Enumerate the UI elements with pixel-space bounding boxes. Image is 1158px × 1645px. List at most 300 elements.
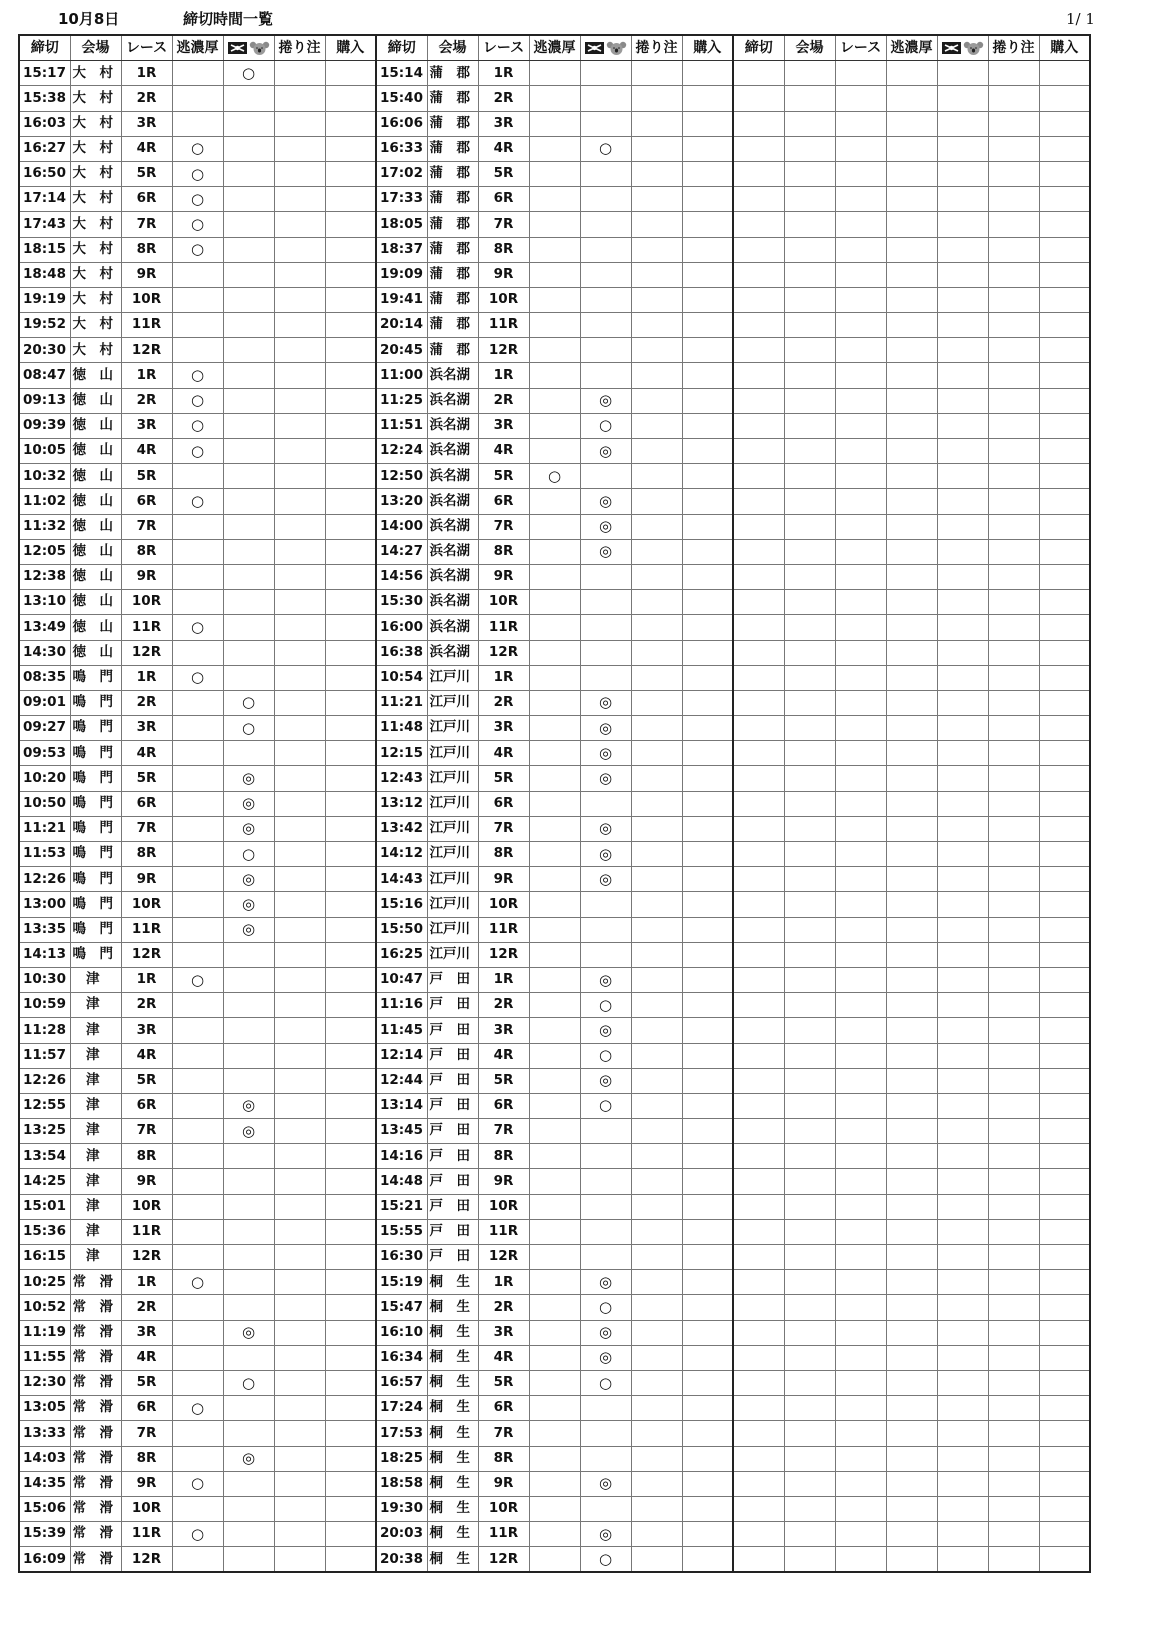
deadline-cell [733,1119,784,1144]
nige-cell [529,942,580,967]
purchase-cell[interactable] [682,187,733,212]
purchase-cell[interactable] [325,388,376,413]
purchase-cell[interactable] [1039,363,1090,388]
nige-cell [529,413,580,438]
purchase-cell[interactable] [325,187,376,212]
purchase-cell[interactable] [1039,615,1090,640]
race-cell: 4R [121,439,172,464]
purchase-cell[interactable] [682,363,733,388]
nige-cell [529,1421,580,1446]
purchase-cell[interactable] [1039,1295,1090,1320]
deadline-cell [733,967,784,992]
purchase-cell[interactable] [1039,539,1090,564]
purchase-cell[interactable] [1039,716,1090,741]
purchase-cell[interactable] [1039,61,1090,86]
purchase-cell[interactable] [325,212,376,237]
purchase-cell[interactable] [682,741,733,766]
race-cell: 11R [121,615,172,640]
purchase-cell[interactable] [325,665,376,690]
purchase-cell[interactable] [325,892,376,917]
purchase-cell[interactable] [682,917,733,942]
purchase-cell[interactable] [1039,1496,1090,1521]
koala-cell: ◎ [580,816,631,841]
purchase-cell[interactable] [325,690,376,715]
venue-cell: 蒲 郡 [427,287,478,312]
purchase-cell[interactable] [682,1144,733,1169]
purchase-cell[interactable] [1039,262,1090,287]
venue-cell: 津 [70,1194,121,1219]
race-cell: 7R [478,212,529,237]
purchase-cell[interactable] [325,313,376,338]
purchase-cell[interactable] [682,892,733,917]
koala-cell [580,665,631,690]
purchase-cell[interactable] [1039,86,1090,111]
purchase-cell[interactable] [1039,212,1090,237]
nige-cell [529,993,580,1018]
purchase-cell[interactable] [682,111,733,136]
purchase-cell[interactable] [682,1270,733,1295]
purchase-cell[interactable] [682,464,733,489]
purchase-cell[interactable] [325,136,376,161]
venue-cell: 鳴 門 [70,791,121,816]
purchase-cell[interactable] [682,564,733,589]
purchase-cell[interactable] [682,539,733,564]
purchase-cell[interactable] [325,615,376,640]
makuri-cell [274,1496,325,1521]
purchase-cell[interactable] [1039,1119,1090,1144]
deadline-cell [733,161,784,186]
purchase-cell[interactable] [325,1270,376,1295]
makuri-cell [274,716,325,741]
purchase-cell[interactable] [325,1471,376,1496]
col-header-nige: 逃濃厚 [529,35,580,61]
purchase-cell[interactable] [1039,111,1090,136]
venue-cell: 蒲 郡 [427,61,478,86]
purchase-cell[interactable] [325,1320,376,1345]
table-row [19,716,1090,741]
deadline-cell [733,1496,784,1521]
race-cell: 9R [121,262,172,287]
purchase-cell[interactable] [325,842,376,867]
purchase-cell[interactable] [682,967,733,992]
purchase-cell[interactable] [1039,1370,1090,1395]
purchase-cell[interactable] [682,262,733,287]
purchase-cell[interactable] [325,1345,376,1370]
race-cell: 4R [121,136,172,161]
nige-cell [529,1194,580,1219]
purchase-cell[interactable] [325,61,376,86]
purchase-cell[interactable] [325,514,376,539]
venue-cell: 常 滑 [70,1295,121,1320]
purchase-cell[interactable] [682,212,733,237]
purchase-cell[interactable] [1039,313,1090,338]
purchase-cell[interactable] [1039,187,1090,212]
purchase-cell[interactable] [1039,439,1090,464]
purchase-cell[interactable] [682,942,733,967]
race-cell [835,136,886,161]
koala-cell: ◎ [580,766,631,791]
purchase-cell[interactable] [325,161,376,186]
makuri-cell [988,237,1039,262]
venue-cell: 蒲 郡 [427,313,478,338]
purchase-cell[interactable] [325,917,376,942]
purchase-cell[interactable] [682,136,733,161]
nige-cell [886,1522,937,1547]
purchase-cell[interactable] [1039,1194,1090,1219]
purchase-cell[interactable] [1039,590,1090,615]
purchase-cell[interactable] [682,237,733,262]
purchase-cell[interactable] [682,716,733,741]
purchase-cell[interactable] [325,1295,376,1320]
purchase-cell[interactable] [325,1043,376,1068]
purchase-cell[interactable] [682,1245,733,1270]
deadline-cell [733,338,784,363]
purchase-cell[interactable] [682,1068,733,1093]
deadline-cell: 12:05 [19,539,70,564]
purchase-cell[interactable] [682,287,733,312]
purchase-cell[interactable] [1039,665,1090,690]
race-cell: 10R [478,1194,529,1219]
purchase-cell[interactable] [1039,967,1090,992]
purchase-cell[interactable] [1039,867,1090,892]
purchase-cell[interactable] [325,287,376,312]
race-cell: 5R [121,1370,172,1395]
nige-cell [886,1144,937,1169]
purchase-cell[interactable] [682,1522,733,1547]
koala-cell [223,1496,274,1521]
purchase-cell[interactable] [1039,338,1090,363]
purchase-cell[interactable] [325,1370,376,1395]
purchase-cell[interactable] [1039,1547,1090,1573]
purchase-cell[interactable] [325,413,376,438]
purchase-cell[interactable] [682,413,733,438]
makuri-cell [274,1446,325,1471]
purchase-cell[interactable] [325,1169,376,1194]
table-row [19,967,1090,992]
purchase-cell[interactable] [1039,1345,1090,1370]
purchase-cell[interactable] [325,1522,376,1547]
purchase-cell[interactable] [325,766,376,791]
purchase-cell[interactable] [325,363,376,388]
purchase-cell[interactable] [682,439,733,464]
nige-cell: ○ [172,1396,223,1421]
purchase-cell[interactable] [1039,816,1090,841]
purchase-cell[interactable] [1039,1522,1090,1547]
race-cell [835,111,886,136]
purchase-cell[interactable] [682,489,733,514]
nige-cell [886,212,937,237]
purchase-cell[interactable] [325,1119,376,1144]
koala-cell [580,1446,631,1471]
venue-cell: 浜名湖 [427,539,478,564]
deadline-cell: 15:14 [376,61,427,86]
koala-cell [937,690,988,715]
purchase-cell[interactable] [325,993,376,1018]
nige-cell [886,564,937,589]
makuri-cell [988,313,1039,338]
makuri-cell [631,766,682,791]
purchase-cell[interactable] [1039,161,1090,186]
deadline-cell [733,615,784,640]
race-cell: 10R [478,590,529,615]
purchase-cell[interactable] [325,1446,376,1471]
purchase-cell[interactable] [325,1219,376,1244]
deadline-cell: 10:47 [376,967,427,992]
purchase-cell[interactable] [325,942,376,967]
venue-cell [784,61,835,86]
purchase-cell[interactable] [325,741,376,766]
venue-cell [784,741,835,766]
purchase-cell[interactable] [682,1396,733,1421]
deadline-cell: 13:10 [19,590,70,615]
koala-cell [937,187,988,212]
purchase-cell[interactable] [682,665,733,690]
purchase-cell[interactable] [1039,1169,1090,1194]
purchase-cell[interactable] [1039,917,1090,942]
purchase-cell[interactable] [1039,237,1090,262]
deadline-cell: 15:50 [376,917,427,942]
purchase-cell[interactable] [325,439,376,464]
makuri-cell [988,539,1039,564]
purchase-cell[interactable] [1039,791,1090,816]
purchase-cell[interactable] [325,1496,376,1521]
col-header-makuri: 捲り注 [274,35,325,61]
purchase-cell[interactable] [682,1547,733,1573]
purchase-cell[interactable] [1039,388,1090,413]
purchase-cell[interactable] [1039,942,1090,967]
purchase-cell[interactable] [325,464,376,489]
purchase-cell[interactable] [325,1068,376,1093]
nige-cell [172,640,223,665]
purchase-cell[interactable] [682,1295,733,1320]
purchase-cell[interactable] [1039,1471,1090,1496]
race-cell: 3R [121,413,172,438]
purchase-cell[interactable] [1039,287,1090,312]
purchase-cell[interactable] [682,61,733,86]
purchase-cell[interactable] [682,1169,733,1194]
nige-cell [886,766,937,791]
purchase-cell[interactable] [682,1471,733,1496]
makuri-cell [988,363,1039,388]
makuri-cell [631,136,682,161]
deadline-cell: 12:50 [376,464,427,489]
purchase-cell[interactable] [325,262,376,287]
purchase-cell[interactable] [325,338,376,363]
purchase-cell[interactable] [325,564,376,589]
purchase-cell[interactable] [325,1144,376,1169]
table-row [19,1144,1090,1169]
purchase-cell[interactable] [682,1421,733,1446]
purchase-cell[interactable] [1039,640,1090,665]
koala-cell [937,313,988,338]
purchase-cell[interactable] [325,640,376,665]
purchase-cell[interactable] [682,1119,733,1144]
makuri-cell [988,1119,1039,1144]
purchase-cell[interactable] [325,489,376,514]
purchase-cell[interactable] [682,338,733,363]
purchase-cell[interactable] [682,766,733,791]
purchase-cell[interactable] [1039,1421,1090,1446]
nige-cell [172,86,223,111]
purchase-cell[interactable] [325,867,376,892]
purchase-cell[interactable] [682,590,733,615]
race-cell: 10R [121,1496,172,1521]
makuri-cell [274,338,325,363]
makuri-cell [631,1119,682,1144]
nige-cell [886,287,937,312]
purchase-cell[interactable] [682,514,733,539]
purchase-cell[interactable] [325,1421,376,1446]
makuri-cell [631,1320,682,1345]
purchase-cell[interactable] [325,1194,376,1219]
nige-cell [172,287,223,312]
table-row [19,1194,1090,1219]
purchase-cell[interactable] [682,1219,733,1244]
purchase-cell[interactable] [682,161,733,186]
purchase-cell[interactable] [325,716,376,741]
purchase-cell[interactable] [1039,464,1090,489]
purchase-cell[interactable] [682,816,733,841]
purchase-cell[interactable] [682,1043,733,1068]
purchase-cell[interactable] [1039,1068,1090,1093]
race-cell [835,187,886,212]
purchase-cell[interactable] [1039,1270,1090,1295]
purchase-cell[interactable] [325,86,376,111]
purchase-cell[interactable] [325,1547,376,1573]
purchase-cell[interactable] [682,1345,733,1370]
purchase-cell[interactable] [325,967,376,992]
purchase-cell[interactable] [325,1093,376,1118]
purchase-cell[interactable] [325,1018,376,1043]
nige-cell [172,1345,223,1370]
purchase-cell[interactable] [1039,892,1090,917]
purchase-cell[interactable] [1039,1245,1090,1270]
table-row [19,212,1090,237]
purchase-cell[interactable] [1039,136,1090,161]
race-cell: 5R [121,766,172,791]
table-row [19,816,1090,841]
deadline-cell: 20:14 [376,313,427,338]
nige-cell [529,564,580,589]
purchase-cell[interactable] [682,993,733,1018]
deadline-cell [733,489,784,514]
purchase-cell[interactable] [682,388,733,413]
purchase-cell[interactable] [682,1446,733,1471]
makuri-cell [274,262,325,287]
table-row [19,413,1090,438]
race-cell [835,615,886,640]
koala-cell [937,1471,988,1496]
venue-cell: 蒲 郡 [427,262,478,287]
deadline-cell: 17:53 [376,1421,427,1446]
purchase-cell[interactable] [682,1370,733,1395]
nige-cell [172,564,223,589]
purchase-cell[interactable] [325,1396,376,1421]
purchase-cell[interactable] [1039,842,1090,867]
purchase-cell[interactable] [682,313,733,338]
koala-cell: ◎ [580,716,631,741]
venue-cell: 浜名湖 [427,590,478,615]
purchase-cell[interactable] [1039,1043,1090,1068]
purchase-cell[interactable] [1039,1018,1090,1043]
purchase-cell[interactable] [325,816,376,841]
purchase-cell[interactable] [1039,413,1090,438]
purchase-cell[interactable] [682,791,733,816]
race-cell: 11R [478,917,529,942]
purchase-cell[interactable] [325,791,376,816]
purchase-cell[interactable] [682,1320,733,1345]
purchase-cell[interactable] [325,237,376,262]
deadline-cell [733,136,784,161]
purchase-cell[interactable] [682,1018,733,1043]
col-header-deadline: 締切 [19,35,70,61]
purchase-cell[interactable] [1039,1144,1090,1169]
purchase-cell[interactable] [1039,690,1090,715]
deadline-cell: 10:05 [19,439,70,464]
purchase-cell[interactable] [325,1245,376,1270]
koala-cell [937,917,988,942]
makuri-cell [631,439,682,464]
deadline-cell [733,640,784,665]
purchase-cell[interactable] [682,1496,733,1521]
koala-cell: ○ [223,842,274,867]
table-row [19,892,1090,917]
purchase-cell[interactable] [682,1093,733,1118]
purchase-cell[interactable] [325,111,376,136]
purchase-cell[interactable] [682,842,733,867]
race-cell: 12R [478,942,529,967]
race-cell: 9R [121,1169,172,1194]
purchase-cell[interactable] [1039,1446,1090,1471]
purchase-cell[interactable] [1039,1396,1090,1421]
purchase-cell[interactable] [1039,1093,1090,1118]
purchase-cell[interactable] [1039,1320,1090,1345]
purchase-cell[interactable] [682,690,733,715]
deadline-cell: 11:02 [19,489,70,514]
koala-cell: ◎ [580,842,631,867]
purchase-cell[interactable] [682,867,733,892]
purchase-cell[interactable] [682,86,733,111]
race-cell [835,942,886,967]
deadline-cell: 14:16 [376,1144,427,1169]
purchase-cell[interactable] [325,539,376,564]
race-cell [835,665,886,690]
venue-cell [784,489,835,514]
purchase-cell[interactable] [1039,514,1090,539]
makuri-cell [988,1320,1039,1345]
purchase-cell[interactable] [1039,741,1090,766]
koala-cell [580,187,631,212]
purchase-cell[interactable] [1039,993,1090,1018]
race-cell [835,1345,886,1370]
purchase-cell[interactable] [682,640,733,665]
purchase-cell[interactable] [1039,766,1090,791]
purchase-cell[interactable] [1039,1219,1090,1244]
deadline-cell [733,111,784,136]
venue-cell [784,1446,835,1471]
koala-cell [580,61,631,86]
venue-cell: 鳴 門 [70,892,121,917]
nige-cell [886,1093,937,1118]
purchase-cell[interactable] [1039,489,1090,514]
purchase-cell[interactable] [682,1194,733,1219]
koala-cell [937,942,988,967]
makuri-cell [274,816,325,841]
koala-cell: ◎ [580,1522,631,1547]
purchase-cell[interactable] [1039,564,1090,589]
purchase-cell[interactable] [682,615,733,640]
purchase-cell[interactable] [325,590,376,615]
